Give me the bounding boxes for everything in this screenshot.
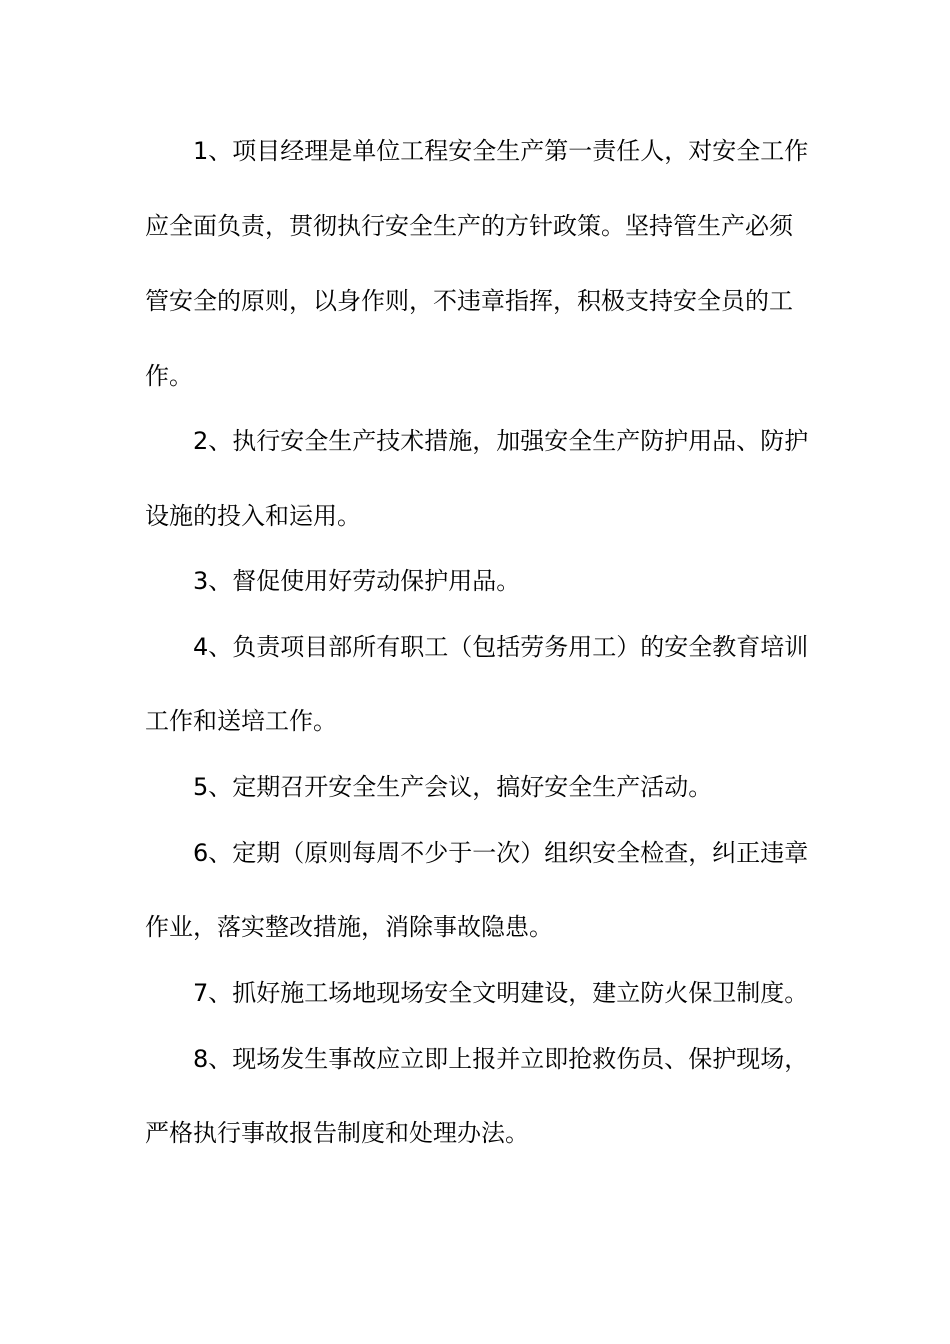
item-1-line-4: 作。 — [145, 362, 193, 390]
item-4-line-2: 工作和送培工作。 — [145, 707, 337, 735]
item-5-line-1: 5、定期召开安全生产会议，搞好安全生产活动。 — [193, 773, 713, 801]
item-6-line-2: 作业，落实整改措施，消除事故隐患。 — [145, 913, 553, 941]
item-1-line-2: 应全面负责，贯彻执行安全生产的方针政策。坚持管生产必须 — [145, 212, 793, 240]
item-1-line-1: 1、项目经理是单位工程安全生产第一责任人，对安全工作 — [193, 137, 809, 165]
item-7-line-1: 7、抓好施工场地现场安全文明建设，建立防火保卫制度。 — [193, 979, 809, 1007]
item-4-line-1: 4、负责项目部所有职工（包括劳务用工）的安全教育培训 — [193, 633, 809, 661]
item-1-line-3: 管安全的原则，以身作则，不违章指挥，积极支持安全员的工 — [145, 287, 793, 315]
item-8-line-1: 8、现场发生事故应立即上报并立即抢救伤员、保护现场， — [193, 1045, 809, 1073]
item-2-line-1: 2、执行安全生产技术措施，加强安全生产防护用品、防护 — [193, 427, 809, 455]
item-3-line-1: 3、督促使用好劳动保护用品。 — [193, 567, 521, 595]
item-8-line-2: 严格执行事故报告制度和处理办法。 — [145, 1119, 529, 1147]
item-2-line-2: 设施的投入和运用。 — [145, 502, 361, 530]
item-6-line-1: 6、定期（原则每周不少于一次）组织安全检查，纠正违章 — [193, 839, 809, 867]
